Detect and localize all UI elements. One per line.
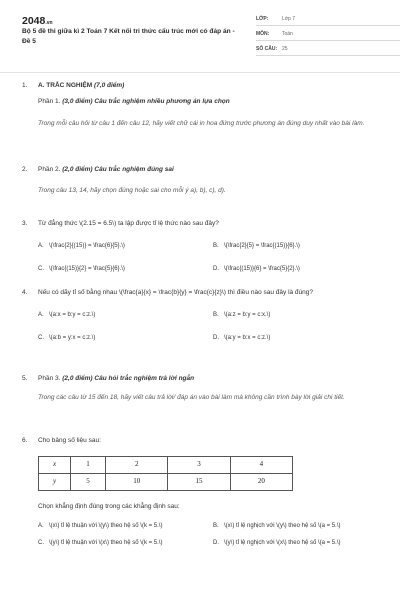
option-label: D. [213,334,219,341]
document-header [22,0,378,66]
option-text: \(y\) tỉ lệ thuận với \(x\) theo hệ số \(k = 5.\) [49,539,163,546]
question-block-1 [22,82,378,128]
answer-option-a[interactable] [38,242,203,250]
option-text: \(\frac{(15)}{6} = \frac{5}{2}.\) [224,265,300,272]
part-description: (3,0 điểm) Câu trắc nghiệm nhiều phương án lựa chọn [62,97,230,105]
part-heading [38,375,378,384]
question-block-2 [22,166,378,196]
meta-key: SỐ CÂU: [256,46,278,53]
meta-value: Lớp 7 [282,16,296,23]
option-label: C. [38,334,44,341]
table-cell: 1 [71,456,106,473]
part-description: (2,0 điểm) Câu hỏi trắc nghiệm trả lời ngắn [62,375,195,382]
part-heading [38,98,378,107]
table-cell: 2 [106,456,168,473]
option-text: \(\frac{2}{5} = \frac{(15)}{6}.\) [224,242,300,249]
section-title [38,82,378,91]
part-description: (2,0 điểm) Câu trắc nghiệm đúng sai [62,166,174,173]
answer-options [38,311,378,342]
question-text: Nếu có dãy tỉ số bằng nhau \(\frac{a}{x} = \frac{b}{y} = \frac{c}{z}\) thì điều nào sau đây là đúng? [38,289,314,296]
section-title-bold: A. TRẮC NGHIỆM [38,82,93,89]
question-text: Cho bảng số liệu sau: [38,437,101,444]
table-cell: 10 [106,473,168,490]
answer-options [38,522,378,547]
data-table [38,456,293,491]
part-label: Phần 1. [38,97,61,105]
question-number: 3. [22,220,28,227]
option-text: \(a:b = y:x = c:z.\) [49,334,96,341]
part-label: Phần 3. [38,375,61,382]
answer-option-a[interactable] [38,522,203,530]
option-label: A. [38,311,44,318]
meta-value: 25 [282,46,288,53]
document-title: Bộ 5 đề thi giữa kì 2 Toán 7 Kết nối tri thức cấu trúc mới có đáp án - Đề 5 [22,28,235,45]
table-row [39,456,293,473]
option-label: B. [213,311,219,318]
answer-option-d[interactable] [213,334,378,342]
question-number: 2. [22,166,28,173]
table-cell: 5 [71,473,106,490]
header-divider [0,72,400,73]
answer-option-b[interactable] [213,242,378,250]
answer-options [38,242,378,273]
logo-suffix: .vn [45,20,53,26]
table-cell: 3 [168,456,230,473]
option-text: \(x\) tỉ lệ thuận với \(y\) theo hệ số \(k = 5.\) [49,522,163,529]
option-text: \(x\) tỉ lệ nghịch với \(y\) theo hệ số \(a = 5.\) [224,522,341,529]
instruction-text: Trong các câu từ 15 đến 18, hãy viết câu trả lời/ đáp án vào bài làm mà không cần trình bày lời giải chi tiết. [38,393,345,401]
meta-key: MÔN: [256,31,270,38]
question-number: 4. [22,289,28,296]
answer-option-c[interactable] [38,334,203,342]
question-number: 1. [22,82,28,89]
instruction-text: Trong mỗi câu hỏi từ câu 1 đến câu 12, hãy viết chữ cái in hoa đứng trước phương án đúng duy nhất vào bài làm. [38,119,365,127]
question-block-3 [22,220,378,273]
question-prompt: Chọn khẳng định đúng trong các khẳng định sau: [38,502,180,510]
part-label: Phần 2. [38,166,61,173]
meta-panel [256,14,400,59]
instruction-text: Trong câu 13, 14, hãy chọn đúng hoặc sai cho mỗi ý a), b), c), d). [38,186,226,194]
table-cell: 15 [168,473,230,490]
option-label: A. [38,242,44,249]
option-text: \(a:x = b:y = c:z.\) [49,311,96,318]
table-cell: y [39,473,71,490]
table-row [39,473,293,490]
meta-row-class [256,14,400,26]
option-text: \(a:y = b:x = c:z.\) [224,334,271,341]
table-cell: 4 [230,456,292,473]
question-block-6 [22,437,378,547]
meta-key: LỚP: [256,16,269,23]
answer-option-b[interactable] [213,522,378,530]
question-number: 6. [22,437,28,444]
option-label: B. [213,522,219,529]
option-label: B. [213,242,219,249]
option-label: A. [38,522,44,529]
option-label: D. [213,265,219,272]
meta-row-subject [256,29,400,41]
option-label: D. [213,539,219,546]
question-block-5 [22,375,378,403]
answer-option-c[interactable] [38,539,203,547]
option-text: \(a:z = b:y = c:x.\) [224,311,271,318]
answer-option-d[interactable] [213,265,378,273]
meta-row-count [256,44,400,56]
answer-option-b[interactable] [213,311,378,319]
answer-option-c[interactable] [38,265,203,273]
answer-option-d[interactable] [213,539,378,547]
table-cell: x [39,456,71,473]
section-title-points: (7,0 điểm) [93,82,125,89]
option-text: \(\frac{2}{(15)} = \frac{6}{5}.\) [49,242,125,249]
option-label: C. [38,539,44,546]
part-heading [38,166,378,175]
question-block-4 [22,289,378,342]
table-cell: 20 [230,473,292,490]
answer-option-a[interactable] [38,311,203,319]
meta-value: Toán [282,31,293,38]
option-text: \(y\) tỉ lệ nghịch với \(x\) theo hệ số \(a = 5.\) [224,539,341,546]
question-text: Từ đẳng thức \(2.15 = 6.5\) ta lập được tỉ lệ thức nào sau đây? [38,220,219,227]
logo-main: 2048 [22,15,46,27]
option-text: \(\frac{(15)}{2} = \frac{5}{6}.\) [49,265,125,272]
option-label: C. [38,265,44,272]
question-number: 5. [22,375,28,382]
